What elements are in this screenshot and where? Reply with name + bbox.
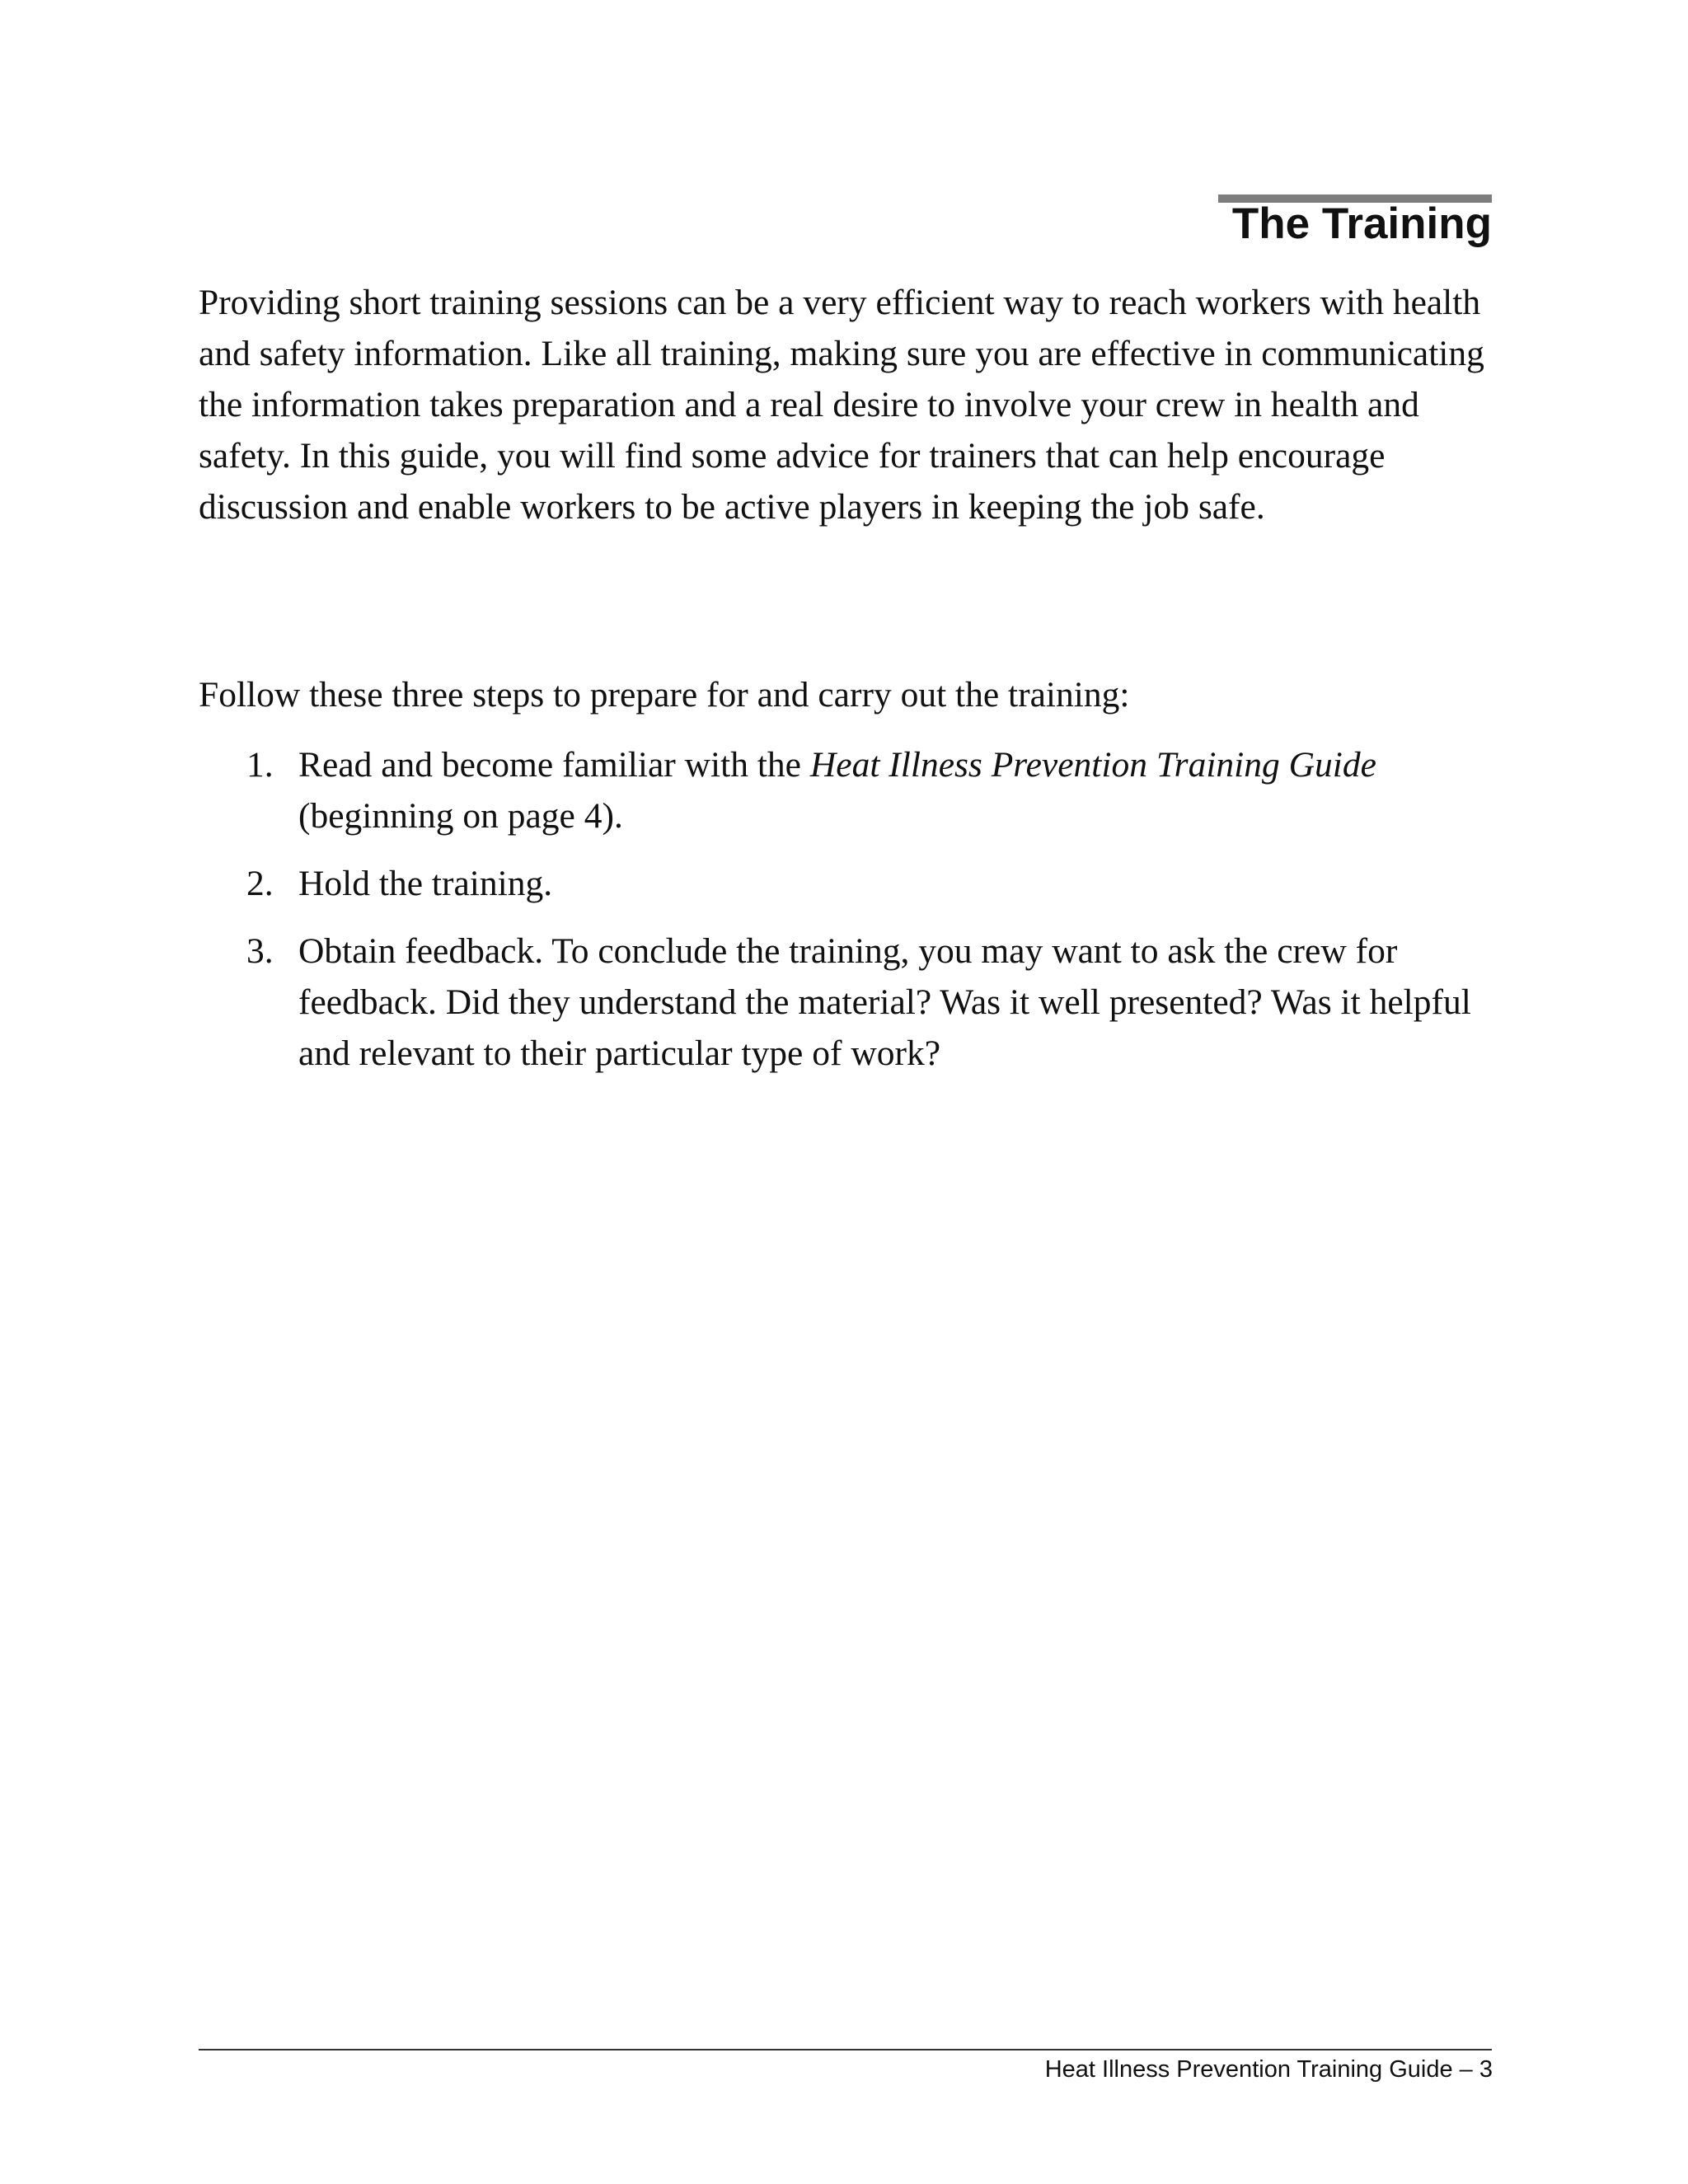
page-title: The Training: [1231, 199, 1492, 248]
list-item: [199, 926, 1493, 1079]
step-text: Obtain feedback. To conclude the training, you may want to ask the crew for feedback. Did they understand the material? Was it well presented? Was it helpful and relevant to their particular type of work?: [298, 931, 1471, 1073]
page-footer: Heat Illness Prevention Training Guide – 3: [1044, 2056, 1493, 2083]
list-item: [199, 739, 1493, 841]
intro-paragraph: Providing short training sessions can be a very efficient way to reach workers with health and safety information. Like all training, making sure you are effective in communicating the information takes preparation and a real desire to involve your crew in health and safety. In this guide, you will find some advice for trainers that can help encourage discussion and enable workers to be active players in keeping the job safe.: [199, 283, 1484, 527]
step-number: 2.: [246, 864, 274, 903]
step-text: [298, 745, 1376, 836]
step-text-part: (beginning on page 4).: [298, 796, 623, 836]
step-number: 3.: [246, 931, 274, 971]
guide-title-italic: Heat Illness Prevention Training Guide: [809, 745, 1376, 785]
step-number: 1.: [246, 745, 274, 785]
footer-divider: [199, 2049, 1492, 2050]
list-item: [199, 858, 1493, 909]
steps-list: [199, 739, 1493, 1095]
step-text-part: Read and become familiar with the: [298, 745, 810, 785]
step-text: Hold the training.: [298, 864, 553, 903]
steps-intro: Follow these three steps to prepare for and carry out the training:: [199, 675, 1130, 715]
